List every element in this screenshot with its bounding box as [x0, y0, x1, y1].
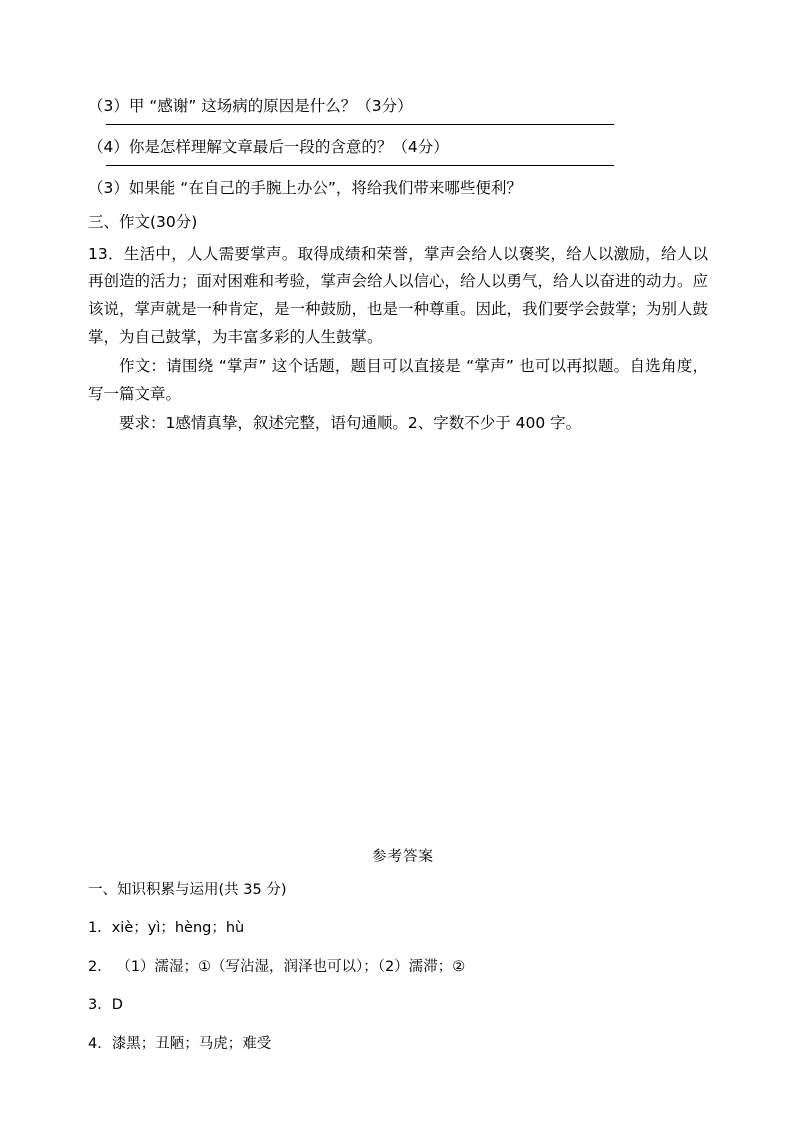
essay-topic-instruction: 作文：请围绕 “掌声” 这个话题，题目可以直接是 “掌声” 也可以再拟题。自选角度，写一篇文章。: [88, 357, 708, 403]
answer-item-2: 2． （1）濡湿；①（写沾湿，润泽也可以）；（2）濡滞；②: [88, 958, 466, 975]
essay-prompt-body: 13．生活中，人人需要掌声。取得成绩和荣誉，掌声会给人以褒奖，给人以激励，给人以再创造的活力；面对困难和考验，掌声会给人以信心，给人以勇气，给人以奋进的动力。应该说，掌声就是一种肯定，是一种鼓励，也是一种尊重。因此，我们要学会鼓掌；为别人鼓掌，为自己鼓掌，为丰富多彩的人生鼓掌。: [88, 244, 709, 346]
section-title-composition: 三、作文(30分): [88, 213, 198, 232]
answer-blank-line: [106, 165, 614, 166]
question-4: （4）你是怎样理解文章最后一段的含意的？（4分）: [88, 138, 449, 157]
essay-requirements: 要求：1感情真挚，叙述完整，语句通顺。2、字数不少于 400 字。: [119, 414, 582, 433]
answer-item-3: 3．D: [88, 997, 123, 1014]
answer-item-1: 1．xiè；yì；hèng；hù: [88, 919, 245, 936]
question-3b: （3）如果能 “在自己的手腕上办公”，将给我们带来哪些便利？: [88, 179, 522, 198]
answer-blank-line: [106, 124, 614, 125]
exam-content: [88, 94, 708, 440]
answer-key-title: 参考答案: [372, 849, 434, 865]
answer-key-section: [88, 845, 708, 1073]
answer-key-heading: 一、知识积累与运用(共 35 分): [88, 882, 287, 898]
question-3a: （3）甲 “感谢” 这场病的原因是什么？（3分）: [88, 97, 413, 115]
answer-item-4: 4．漆黑；丑陋；马虎；难受: [88, 1036, 272, 1052]
